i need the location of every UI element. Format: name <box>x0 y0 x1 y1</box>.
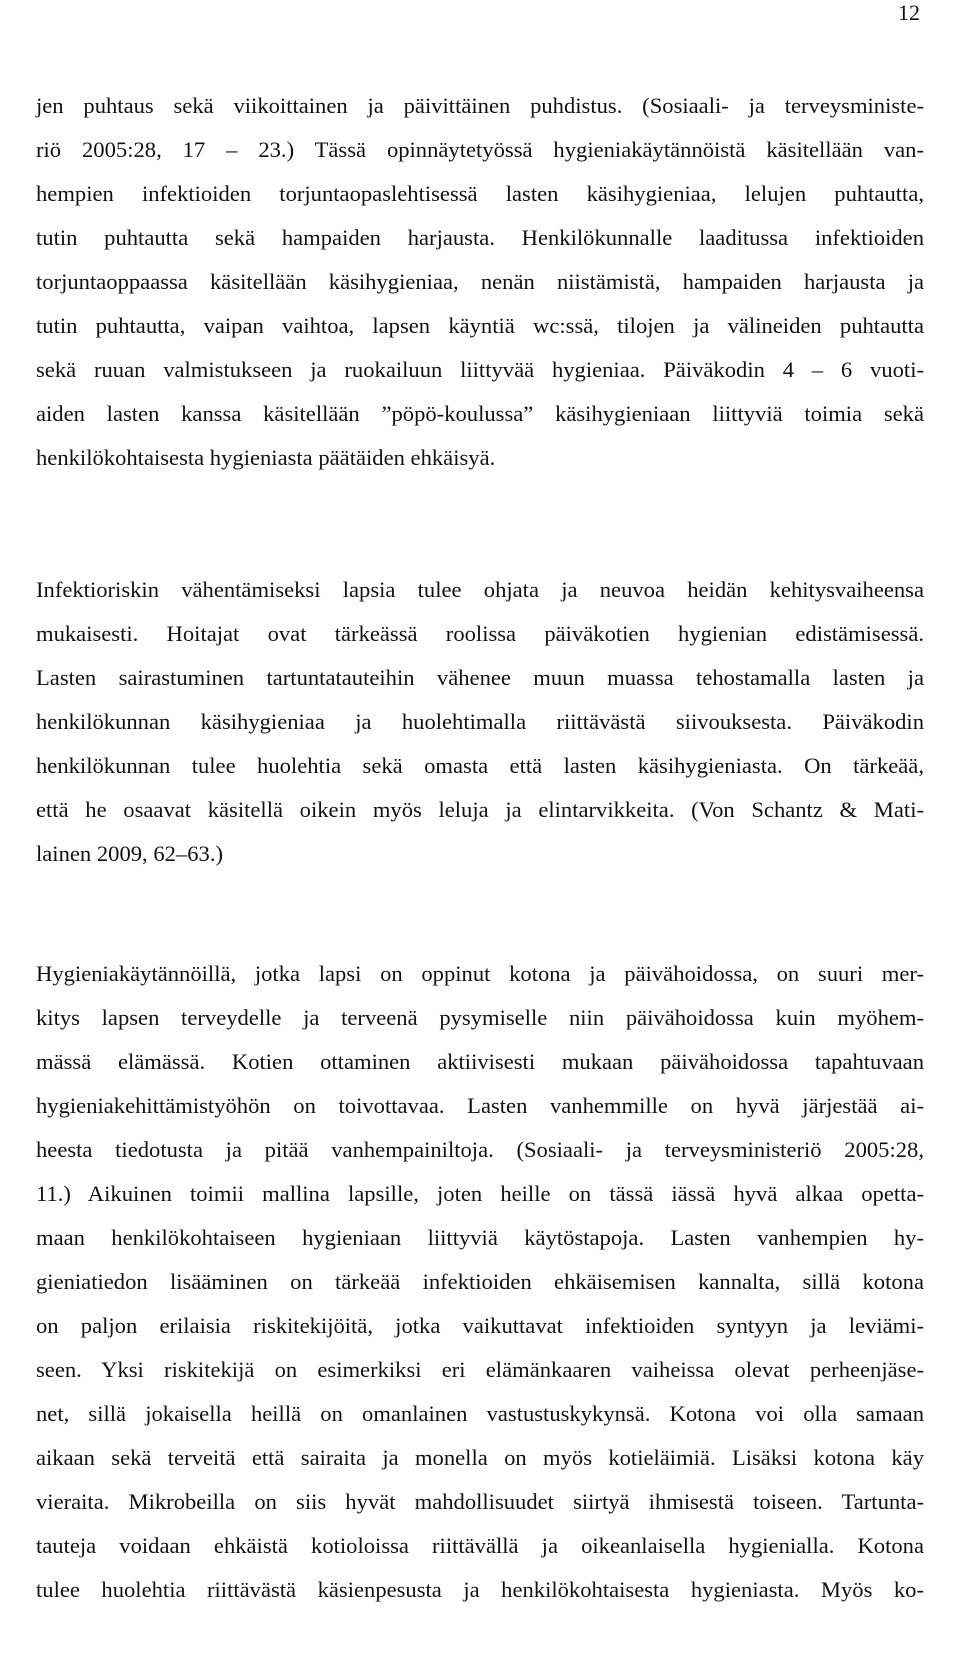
text-line: henkilökunnan käsihygieniaa ja huolehtimalla riittävästä siivouksesta. Päiväkodin <box>36 709 924 734</box>
text-line: net, sillä jokaisella heillä on omanlainen vastustuskykynsä. Kotona voi olla samaan <box>36 1401 924 1426</box>
text-line: jen puhtaus sekä viikoittainen ja päivittäinen puhdistus. (Sosiaali- ja terveysministe- <box>36 93 924 118</box>
text-line: 11.) Aikuinen toimii mallina lapsille, joten heille on tässä iässä hyvä alkaa opetta- <box>36 1181 924 1206</box>
text-line: henkilökohtaisesta hygieniasta päätäiden ehkäisyä. <box>36 445 496 470</box>
text-line: gieniatiedon lisääminen on tärkeää infektioiden ehkäisemisen kannalta, sillä kotona <box>36 1269 924 1294</box>
text-line: seen. Yksi riskitekijä on esimerkiksi eri elämänkaaren vaiheissa olevat perheenjäse- <box>36 1357 924 1382</box>
paragraph-infection-risk <box>36 568 924 876</box>
text-line: tutin puhtautta sekä hampaiden harjausta. Henkilökunnalle laaditussa infektioiden <box>36 225 924 250</box>
text-line: aikaan sekä terveitä että sairaita ja monella on myös kotieläimiä. Lisäksi kotona käy <box>36 1445 924 1470</box>
text-line: on paljon erilaisia riskitekijöitä, jotka vaikuttavat infektioiden syntyyn ja leviämi- <box>36 1313 924 1338</box>
text-line: torjuntaoppaassa käsitellään käsihygieniaa, nenän niistämistä, hampaiden harjausta ja <box>36 269 924 294</box>
text-line: aiden lasten kanssa käsitellään ”pöpö-koulussa” käsihygieniaan liittyviä toimia sekä <box>36 401 924 426</box>
text-line: hempien infektioiden torjuntaopaslehtisessä lasten käsihygieniaa, lelujen puhtautta, <box>36 181 924 206</box>
text-line: hygieniakehittämistyöhön on toivottavaa. Lasten vanhemmille on hyvä järjestää ai- <box>36 1093 924 1118</box>
text-line: kitys lapsen terveydelle ja terveenä pysymiselle niin päivähoidossa kuin myöhem- <box>36 1005 924 1030</box>
text-line: mukaisesti. Hoitajat ovat tärkeässä roolissa päiväkotien hygienian edistämisessä. <box>36 621 924 646</box>
text-line: vieraita. Mikrobeilla on siis hyvät mahdollisuudet siirtyä ihmisestä toiseen. Tartunta- <box>36 1489 924 1514</box>
paragraph-home-hygiene <box>36 952 924 1612</box>
text-line: että he osaavat käsitellä oikein myös leluja ja elintarvikkeita. (Von Schantz & Mati- <box>36 797 924 822</box>
text-line: tutin puhtautta, vaipan vaihtoa, lapsen käyntiä wc:ssä, tilojen ja välineiden puhtautta <box>36 313 924 338</box>
text-line: heesta tiedotusta ja pitää vanhempainiltoja. (Sosiaali- ja terveysministeriö 2005:28, <box>36 1137 924 1162</box>
text-line: riö 2005:28, 17 – 23.) Tässä opinnäytetyössä hygieniakäytännöistä käsitellään van- <box>36 137 924 162</box>
text-line: Hygieniakäytännöillä, jotka lapsi on oppinut kotona ja päivähoidossa, on suuri mer- <box>36 961 924 986</box>
text-line: tulee huolehtia riittävästä käsienpesusta ja henkilökohtaisesta hygieniasta. Myös ko- <box>36 1577 924 1602</box>
text-line: lainen 2009, 62–63.) <box>36 841 223 866</box>
text-line: tauteja voidaan ehkäistä kotioloissa riittävällä ja oikeanlaisella hygienialla. Kotona <box>36 1533 924 1558</box>
paragraph-hygiene-practices <box>36 84 924 480</box>
text-line: Infektioriskin vähentämiseksi lapsia tulee ohjata ja neuvoa heidän kehitysvaiheensa <box>36 577 924 602</box>
text-line: sekä ruuan valmistukseen ja ruokailuun liittyvää hygieniaa. Päiväkodin 4 – 6 vuoti- <box>36 357 924 382</box>
text-line: Lasten sairastuminen tartuntatauteihin vähenee muun muassa tehostamalla lasten ja <box>36 665 924 690</box>
text-line: mässä elämässä. Kotien ottaminen aktiivisesti mukaan päivähoidossa tapahtuvaan <box>36 1049 924 1074</box>
text-line: maan henkilökohtaiseen hygieniaan liittyviä käytöstapoja. Lasten vanhempien hy- <box>36 1225 924 1250</box>
text-line: henkilökunnan tulee huolehtia sekä omasta että lasten käsihygieniasta. On tärkeää, <box>36 753 924 778</box>
page-number: 12 <box>898 0 920 25</box>
